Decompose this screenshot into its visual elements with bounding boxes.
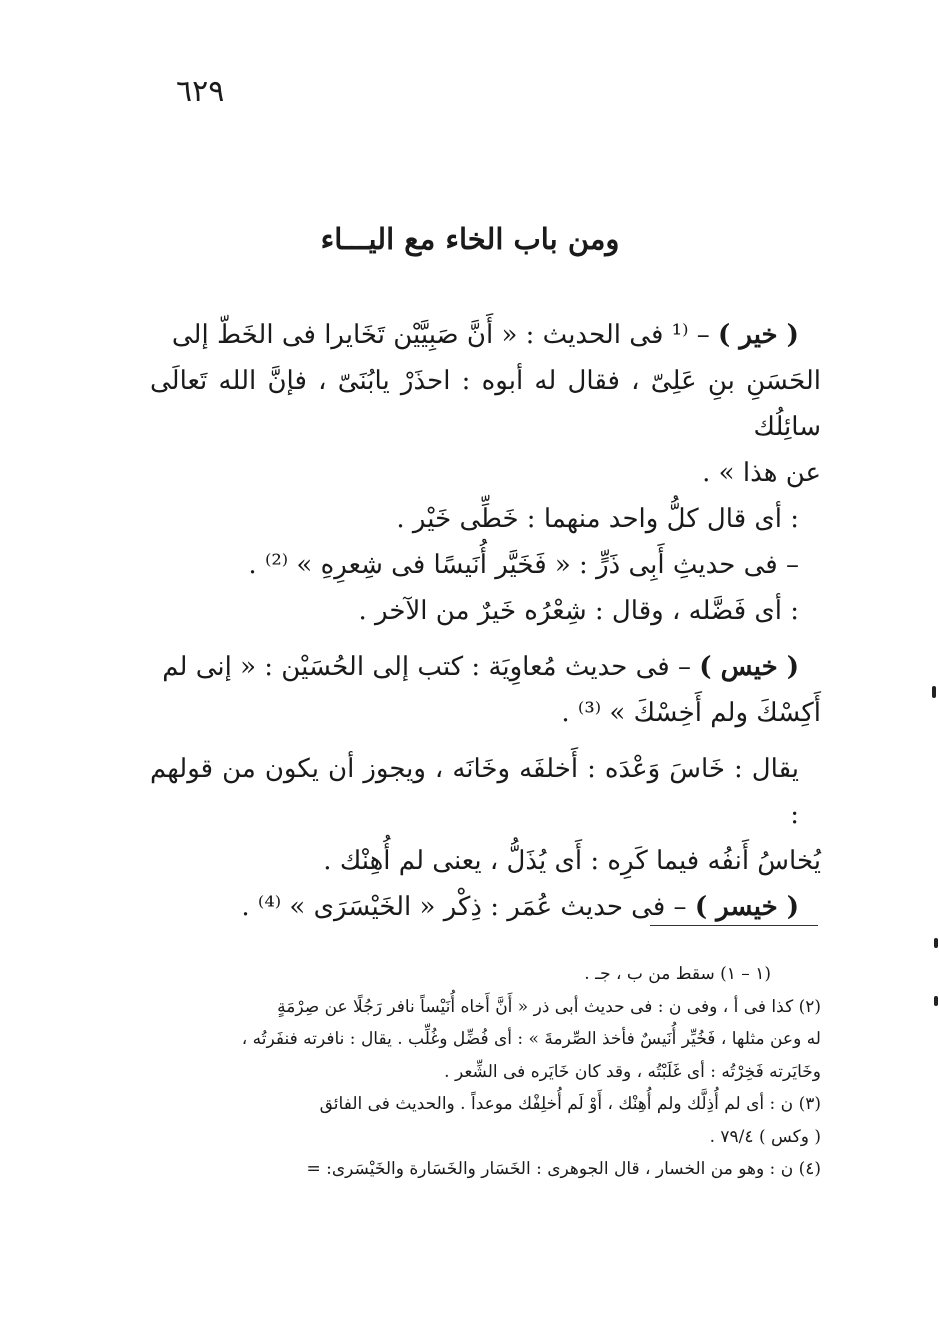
khays-gloss-line1: يقال : خَاسَ وَعْدَه : أَخلفَه وخَانَه ، ويجوز أن يكون من قولهم : [150,754,799,830]
entry-text: – فى حديث عُمَر : ذِكْر « الخَيْسَرَى » ⁽⁴⁾ . [241,892,695,922]
khays-gloss-line2: يُخاسُ أَنفُه فيما كَرِه : أَى يُذَلُّ ، يعنى لم أُهِنْك . [323,846,821,876]
main-text [150,312,821,930]
footnote-4: (٤) ن : وهو من الخسار ، قال الجوهرى : الخَسَار والخَسَارة والخَيْسَرى: = [306,1159,821,1179]
scan-margin-mark [934,996,938,1006]
footnote-2-line3: وخَايَرته فَخِرْتُه : أى غَلَبْتُه ، وقد كان خَايَره فى الشِّعر . [444,1061,821,1082]
entry-khays-line2: أَكِسْكَ ولم أَخِسْكَ » ⁽³⁾ . [561,698,821,728]
khayr-hadith-2: – فى حديثِ أَبِى ذَرٍّ : « فَخَيَّر أُنَيسًا فى شِعرِهِ » ⁽²⁾ . [248,550,799,580]
footnotes [130,958,821,1186]
footnote-2-line2: له وعن مثلها ، فَخُيِّر أُنَيسٌ فأخذ الصِّرمةَ » : أى فُضِّل وغُلِّب . يقال : نافرته فنفَرتُه ، [241,1029,821,1049]
entry-text: – ⁽¹ فى الحديث : « أَنَّ صَبِيَّيْن تَخَايرا فى الخَطّ إلى [171,320,719,350]
entry-text: – فى حديث مُعاوِيَة : كتب إلى الحُسَيْن : « إنى لم [162,652,700,682]
entry-khayr-line2: الحَسَنِ بنِ عَلِىّ ، فقال له أبوه : احذَرْ يابُنَىّ ، فإنَّ الله تَعالَى سائِلُك [150,366,821,442]
khayr-gloss-1: : أى قال كلُّ واحد منهما : خَطِّى خَيْر . [396,504,799,534]
entry-term-khaysar: ( خيسر ) [694,892,799,922]
entry-khayr-line1 [150,312,821,358]
footnote-2-line1: (٢) كذا فى أ ، وفى ن : فى حديث أبى ذر « أَنَّ أَخاه أُنَيْساً نافر رَجُلًا عن صِرْمَةٍ [277,996,821,1017]
khayr-gloss-2: : أى فَضَّله ، وقال : شِعْرُه خَيرٌ من الآخر . [358,596,799,626]
scan-margin-mark [932,686,936,698]
footnote-1: (١ – ١) سقط من ب ، جـ . [584,964,771,984]
section-heading: ومن باب الخاء مع اليـــاء [320,222,620,256]
footnote-3-line2: ( وكس ) ٧٩/٤ . [709,1126,821,1147]
entry-term-khayr: ( خير ) [718,320,799,350]
footnote-3-line1: (٣) ن : أى لم أُذِلَّك ولم أُهِنْك ، أَوْ لَم أُخلِفْك موعداً . والحديث فى الفائق [319,1094,821,1114]
scan-margin-mark [934,938,938,948]
page-number: ٦٢٩ [176,74,225,109]
footnote-separator [650,925,818,926]
entry-khayr-line3: عن هذا » . [702,458,821,488]
entry-khays-line1 [150,644,821,690]
entry-khaysar [150,884,821,930]
entry-term-khays: ( خيس ) [699,652,799,682]
